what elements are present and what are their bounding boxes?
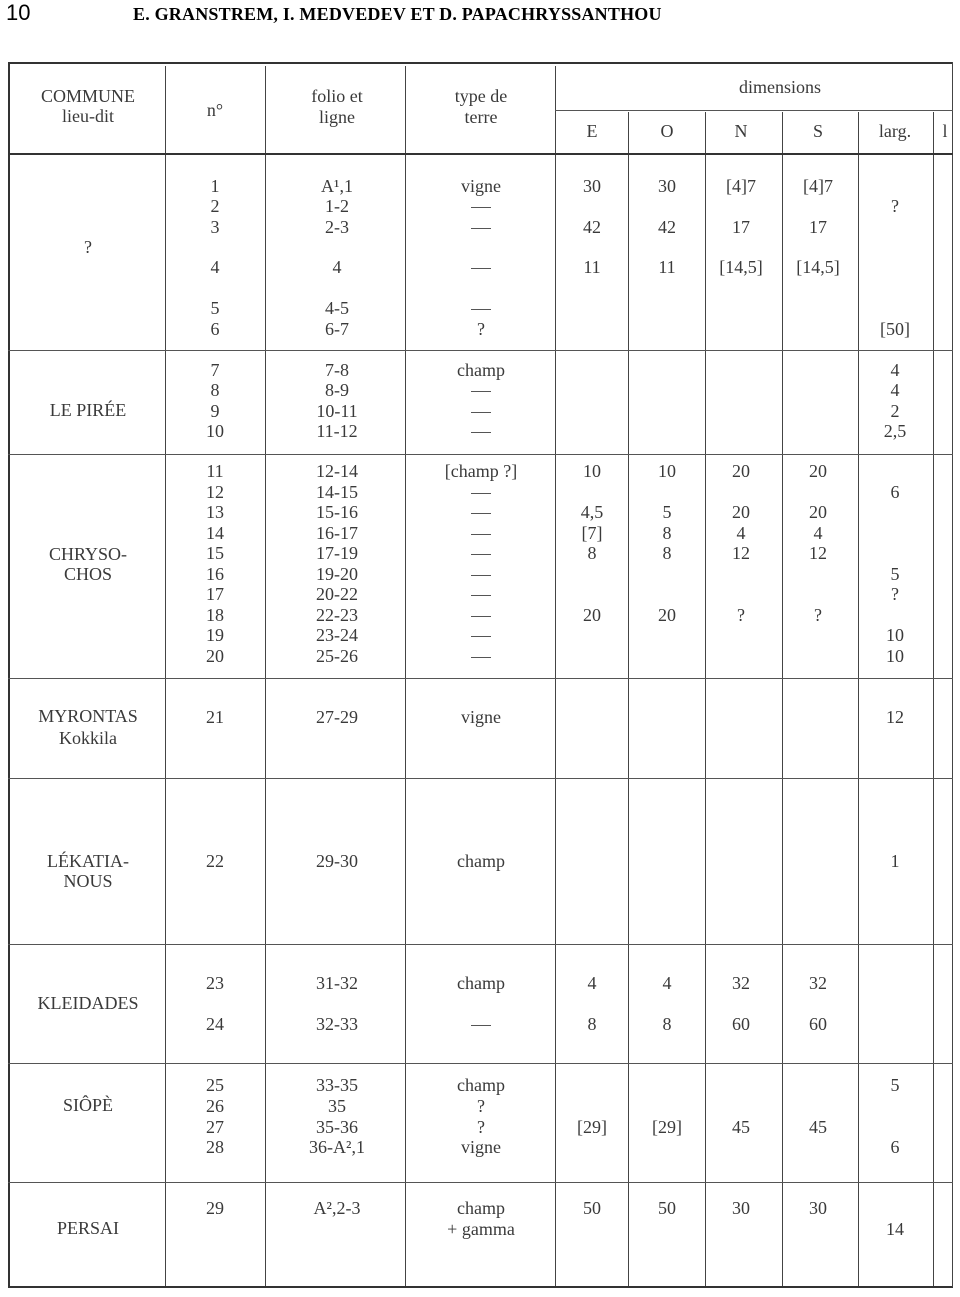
cell-no: 27 (206, 1117, 224, 1137)
cell-n: 4 (736, 523, 746, 543)
cell-no: 6 (210, 319, 220, 339)
cell-n: 32 (732, 973, 750, 993)
ditto-dash (471, 595, 491, 596)
table-left-rule (8, 62, 10, 1287)
header-folio-2: ligne (319, 107, 355, 127)
cell-no: 7 (210, 360, 220, 380)
table-bottom-rule (8, 1286, 953, 1288)
header-cut-column: l (942, 121, 948, 141)
cell-o: 5 (662, 502, 672, 522)
header-bottom-rule (8, 153, 953, 155)
cell-o: 42 (658, 217, 676, 237)
header-e: E (586, 121, 598, 141)
ditto-dash (471, 1025, 491, 1026)
cell-type: champ (457, 1075, 505, 1095)
group-rule (8, 778, 953, 779)
cell-larg: 2 (890, 401, 900, 421)
ditto-dash (471, 575, 491, 576)
ditto-dash (471, 207, 491, 208)
group-name: PERSAI (56, 1218, 120, 1238)
ditto-dash (471, 309, 491, 310)
header-lieu-dit: lieu-dit (62, 106, 114, 126)
cell-s: ? (814, 605, 822, 625)
cell-n: 20 (732, 502, 750, 522)
cell-folio: 2-3 (325, 217, 349, 237)
running-head-authors: E. GRANSTREM, I. MEDVEDEV ET D. PAPACHRYSSANTHOU (133, 4, 662, 24)
cell-no: 28 (206, 1137, 224, 1157)
group-name: CHOS (63, 564, 113, 584)
col-rule-o (705, 112, 706, 1286)
cell-no: 1 (210, 176, 220, 196)
cell-folio: A¹,1 (321, 176, 353, 196)
cell-folio: 17-19 (316, 543, 358, 563)
ditto-dash (471, 657, 491, 658)
cell-folio: 19-20 (316, 564, 358, 584)
col-rule-larg (933, 112, 934, 1286)
cell-folio: 6-7 (325, 319, 349, 339)
header-commune: COMMUNE (40, 86, 136, 106)
cell-no: 17 (206, 584, 224, 604)
cell-no: 26 (206, 1096, 224, 1116)
cell-no: 19 (206, 625, 224, 645)
header-no: n° (206, 100, 224, 120)
cell-folio: 35-36 (316, 1117, 358, 1137)
cell-e: 42 (583, 217, 601, 237)
ditto-dash (471, 228, 491, 229)
cell-n: 45 (732, 1117, 750, 1137)
cell-larg: 1 (890, 851, 900, 871)
cell-type: [champ ?] (444, 461, 518, 481)
cell-n: [14,5] (719, 257, 763, 277)
cell-e: 4 (587, 973, 597, 993)
cell-o: 8 (662, 543, 672, 563)
cell-folio: 8-9 (325, 380, 349, 400)
cell-s: 45 (809, 1117, 827, 1137)
cell-no: 9 (210, 401, 220, 421)
cell-folio: 23-24 (316, 625, 358, 645)
cell-no: 24 (206, 1014, 224, 1034)
cell-s: 32 (809, 973, 827, 993)
header-o: O (660, 121, 674, 141)
cell-type: champ (457, 973, 505, 993)
cell-folio: 25-26 (316, 646, 358, 666)
cell-larg: 12 (886, 707, 904, 727)
cell-larg: [50] (880, 319, 910, 339)
cell-no: 21 (206, 707, 224, 727)
cell-s: 12 (809, 543, 827, 563)
cell-e: 8 (587, 1014, 597, 1034)
ditto-dash (471, 493, 491, 494)
cell-s: 60 (809, 1014, 827, 1034)
cell-larg: ? (891, 584, 899, 604)
cell-type: ? (477, 1117, 485, 1137)
cell-folio: 31-32 (316, 973, 358, 993)
ditto-dash (471, 391, 491, 392)
cell-s: 30 (809, 1198, 827, 1218)
cell-type: vigne (461, 1137, 501, 1157)
cell-n: 17 (732, 217, 750, 237)
group-name: NOUS (63, 871, 113, 891)
cell-type: vigne (461, 707, 501, 727)
group-rule (8, 944, 953, 945)
cell-folio: 11-12 (316, 421, 358, 441)
cell-folio: 12-14 (316, 461, 358, 481)
group-name: LE PIRÉE (49, 400, 127, 420)
cell-s: 17 (809, 217, 827, 237)
dimensions-rule (555, 110, 953, 111)
ditto-dash (471, 513, 491, 514)
ditto-dash (471, 412, 491, 413)
cell-no: 23 (206, 973, 224, 993)
cell-larg: ? (891, 196, 899, 216)
cell-folio: 20-22 (316, 584, 358, 604)
header-folio-1: folio et (311, 86, 363, 106)
cell-larg: 5 (890, 1075, 900, 1095)
cell-folio: 35 (328, 1096, 346, 1116)
cell-o: 11 (658, 257, 676, 277)
cell-no: 13 (206, 502, 224, 522)
cell-folio: 4 (332, 257, 342, 277)
header-s: S (812, 121, 824, 141)
table-right-rule (952, 62, 953, 1287)
group-name: SIÔPÈ (62, 1095, 114, 1115)
cell-folio: 7-8 (325, 360, 349, 380)
group-rule (8, 454, 953, 455)
cell-no: 8 (210, 380, 220, 400)
col-rule-no (265, 66, 266, 1286)
cell-s: 20 (809, 502, 827, 522)
group-name: Kokkila (59, 728, 117, 748)
cell-larg: 4 (890, 360, 900, 380)
cell-larg: 14 (886, 1219, 904, 1239)
cell-o: 8 (662, 523, 672, 543)
cell-larg: 6 (890, 482, 900, 502)
cell-no: 14 (206, 523, 224, 543)
cell-no: 3 (210, 217, 220, 237)
cell-n: [4]7 (726, 176, 756, 196)
cell-larg: 6 (890, 1137, 900, 1157)
cell-n: 30 (732, 1198, 750, 1218)
cell-no: 11 (206, 461, 224, 481)
cell-e: 30 (583, 176, 601, 196)
group-rule (8, 1063, 953, 1064)
ditto-dash (471, 636, 491, 637)
cell-folio: 27-29 (316, 707, 358, 727)
header-type-2: terre (464, 107, 498, 127)
cell-no: 18 (206, 605, 224, 625)
cell-e: 50 (583, 1198, 601, 1218)
cell-o: 50 (658, 1198, 676, 1218)
col-rule-commune (165, 66, 166, 1286)
group-rule (8, 350, 953, 351)
cell-o: 30 (658, 176, 676, 196)
group-name: KLEIDADES (37, 993, 139, 1013)
cell-folio: 29-30 (316, 851, 358, 871)
cell-no: 2 (210, 196, 220, 216)
cell-no: 5 (210, 298, 220, 318)
cell-larg: 5 (890, 564, 900, 584)
cell-larg: 2,5 (883, 421, 907, 441)
cell-e: [7] (581, 523, 603, 543)
col-rule-n (782, 112, 783, 1286)
cell-type: ? (477, 319, 485, 339)
cell-larg: 10 (886, 646, 904, 666)
ditto-dash (471, 616, 491, 617)
cell-folio: 22-23 (316, 605, 358, 625)
cell-e: 4,5 (580, 502, 604, 522)
cell-type: champ (457, 1198, 505, 1218)
cell-n: ? (737, 605, 745, 625)
col-rule-s (858, 112, 859, 1286)
cell-folio: 14-15 (316, 482, 358, 502)
cell-no: 15 (206, 543, 224, 563)
ditto-dash (471, 432, 491, 433)
ditto-dash (471, 268, 491, 269)
cell-no: 22 (206, 851, 224, 871)
cell-n: 20 (732, 461, 750, 481)
cell-type: champ (457, 360, 505, 380)
cell-folio: 4-5 (325, 298, 349, 318)
cell-larg: 4 (890, 380, 900, 400)
cell-folio: 1-2 (325, 196, 349, 216)
group-rule (8, 1182, 953, 1183)
cell-folio: 16-17 (316, 523, 358, 543)
cell-o: 4 (662, 973, 672, 993)
group-name: CHRYSO- (48, 544, 128, 564)
cell-no: 12 (206, 482, 224, 502)
header-larg: larg. (878, 121, 912, 141)
cell-e: 10 (583, 461, 601, 481)
cell-no: 10 (206, 421, 224, 441)
ditto-dash (471, 534, 491, 535)
cell-o: 10 (658, 461, 676, 481)
header-type-1: type de (454, 86, 508, 106)
cell-s: [4]7 (803, 176, 833, 196)
ditto-dash (471, 554, 491, 555)
group-name: LÉKATIA- (47, 851, 129, 871)
cell-s: [14,5] (796, 257, 840, 277)
cell-n: 60 (732, 1014, 750, 1034)
cell-folio: 10-11 (316, 401, 358, 421)
cell-folio: 15-16 (316, 502, 358, 522)
cell-type: + gamma (447, 1219, 515, 1239)
cell-e: 8 (587, 543, 597, 563)
cell-folio: 32-33 (316, 1014, 358, 1034)
col-rule-type (555, 66, 556, 1286)
group-name: MYRONTAS (38, 706, 138, 726)
cell-o: 8 (662, 1014, 672, 1034)
group-rule (8, 678, 953, 679)
cell-type: ? (477, 1096, 485, 1116)
cell-e: 20 (583, 605, 601, 625)
cell-o: [29] (652, 1117, 682, 1137)
col-rule-e (628, 112, 629, 1286)
cell-no: 25 (206, 1075, 224, 1095)
cell-e: [29] (577, 1117, 607, 1137)
cell-no: 16 (206, 564, 224, 584)
table-top-rule (8, 62, 953, 64)
cell-folio: 33-35 (316, 1075, 358, 1095)
page-number: 10 (6, 0, 31, 25)
header-n: N (734, 121, 748, 141)
cell-type: vigne (461, 176, 501, 196)
cell-s: 20 (809, 461, 827, 481)
cell-type: champ (457, 851, 505, 871)
cell-larg: 10 (886, 625, 904, 645)
cell-e: 11 (583, 257, 601, 277)
cell-n: 12 (732, 543, 750, 563)
cell-folio: A²,2-3 (313, 1198, 361, 1218)
col-rule-folio (405, 66, 406, 1286)
cell-no: 20 (206, 646, 224, 666)
group-name: ? (84, 237, 92, 257)
header-dimensions: dimensions (738, 77, 822, 97)
cell-no: 29 (206, 1198, 224, 1218)
cell-s: 4 (813, 523, 823, 543)
cell-folio: 36-A²,1 (309, 1137, 365, 1157)
cell-no: 4 (210, 257, 220, 277)
cell-o: 20 (658, 605, 676, 625)
